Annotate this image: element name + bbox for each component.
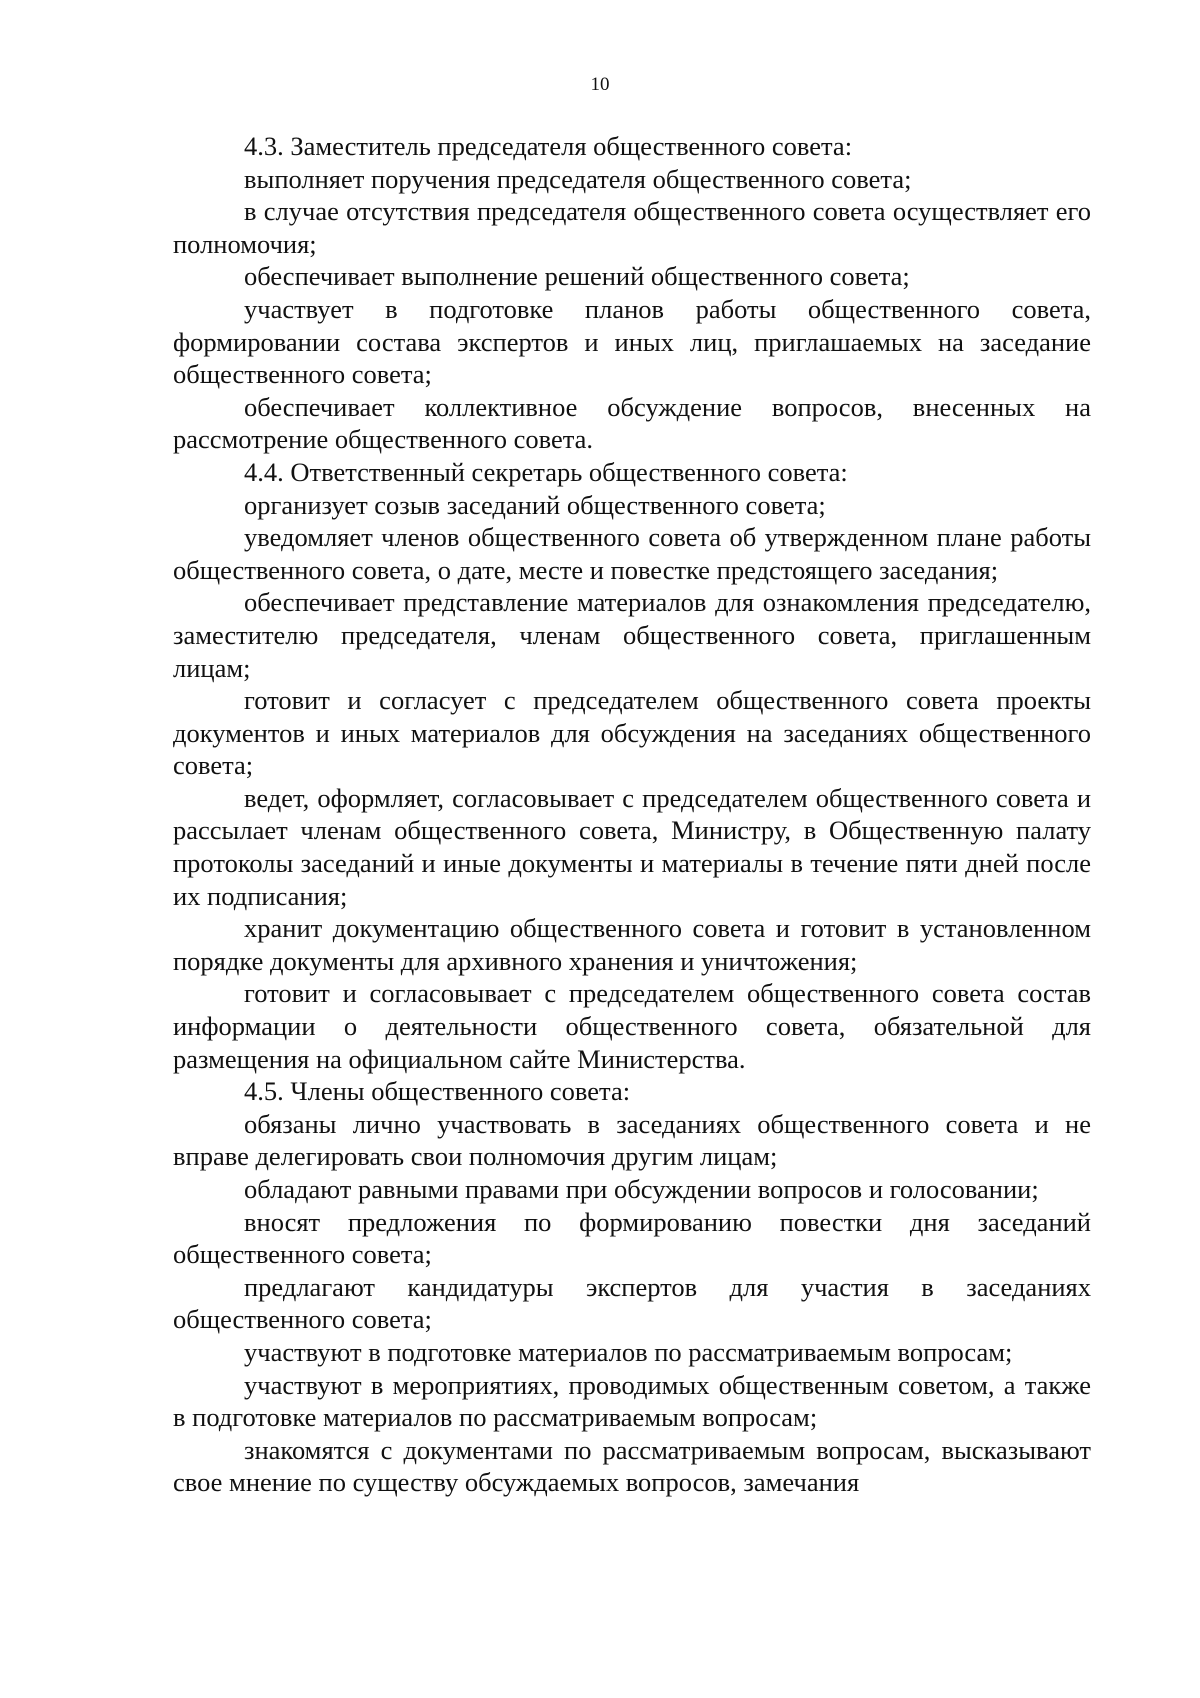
paragraph: обеспечивает представление материалов для ознакомления председателю, заместителю председателя, членам общественного совета, приглашенным лицам; xyxy=(173,587,1091,683)
paragraph: хранит документацию общественного совета и готовит в установленном порядке документы для архивного хранения и уничтожения; xyxy=(173,913,1091,976)
paragraph-continues: знакомятся с документами по рассматриваемым вопросам, высказывают свое мнение по существу обсуждаемых вопросов, замечания xyxy=(173,1434,1091,1498)
paragraph: участвуют в мероприятиях, проводимых общественным советом, а также в подготовке материалов по рассматриваемым вопросам; xyxy=(173,1369,1091,1433)
paragraph: участвуют в подготовке материалов по рассматриваемым вопросам; xyxy=(244,1336,1013,1367)
paragraph: обладают равными правами при обсуждении вопросов и голосовании; xyxy=(244,1174,1039,1204)
paragraph: вносят предложения по формированию повестки дня заседаний общественного совета; xyxy=(173,1206,1091,1270)
page-number: 10 xyxy=(590,74,610,95)
paragraph: готовит и согласует с председателем общественного совета проекты документов и иных материалов для обсуждения на заседаниях общественного совета; xyxy=(173,685,1091,781)
paragraph-4-3-heading: 4.3. Заместитель председателя общественного совета: xyxy=(244,131,853,161)
paragraph-4-5-heading: 4.5. Члены общественного совета: xyxy=(244,1076,631,1107)
paragraph: ведет, оформляет, согласовывает с председателем общественного совета и рассылает членам общественного совета, Министру, в Общественную палату протоколы заседаний и иные документы и материалы в течение пяти дней после их подписания; xyxy=(173,782,1091,911)
paragraph-4-4-heading: 4.4. Ответственный секретарь общественного совета: xyxy=(244,456,848,487)
paragraph: обеспечивает коллективное обсуждение вопросов, внесенных на рассмотрение общественного совета. xyxy=(173,391,1091,455)
paragraph: участвует в подготовке планов работы общественного совета, формировании состава экспертов и иных лиц, приглашаемых на заседание общественного совета; xyxy=(173,293,1091,390)
paragraph: в случае отсутствия председателя общественного совета осуществляет его полномочия; xyxy=(173,196,1091,259)
paragraph: уведомляет членов общественного совета об утвержденном плане работы общественного совета, о дате, месте и повестке предстоящего заседания; xyxy=(173,522,1091,585)
document-body xyxy=(173,130,1091,1499)
paragraph: обязаны лично участвовать в заседаниях общественного совета и не вправе делегировать свои полномочия другим лицам; xyxy=(173,1108,1091,1172)
paragraph: готовит и согласовывает с председателем общественного совета состав информации о деятельности общественного совета, обязательной для размещения на официальном сайте Министерства. xyxy=(173,978,1091,1074)
paragraph: предлагают кандидатуры экспертов для участия в заседаниях общественного совета; xyxy=(173,1271,1091,1335)
paragraph: выполняет поручения председателя общественного совета; xyxy=(244,163,912,194)
paragraph: организует созыв заседаний общественного совета; xyxy=(244,489,826,520)
paragraph: обеспечивает выполнение решений общественного совета; xyxy=(244,261,910,292)
